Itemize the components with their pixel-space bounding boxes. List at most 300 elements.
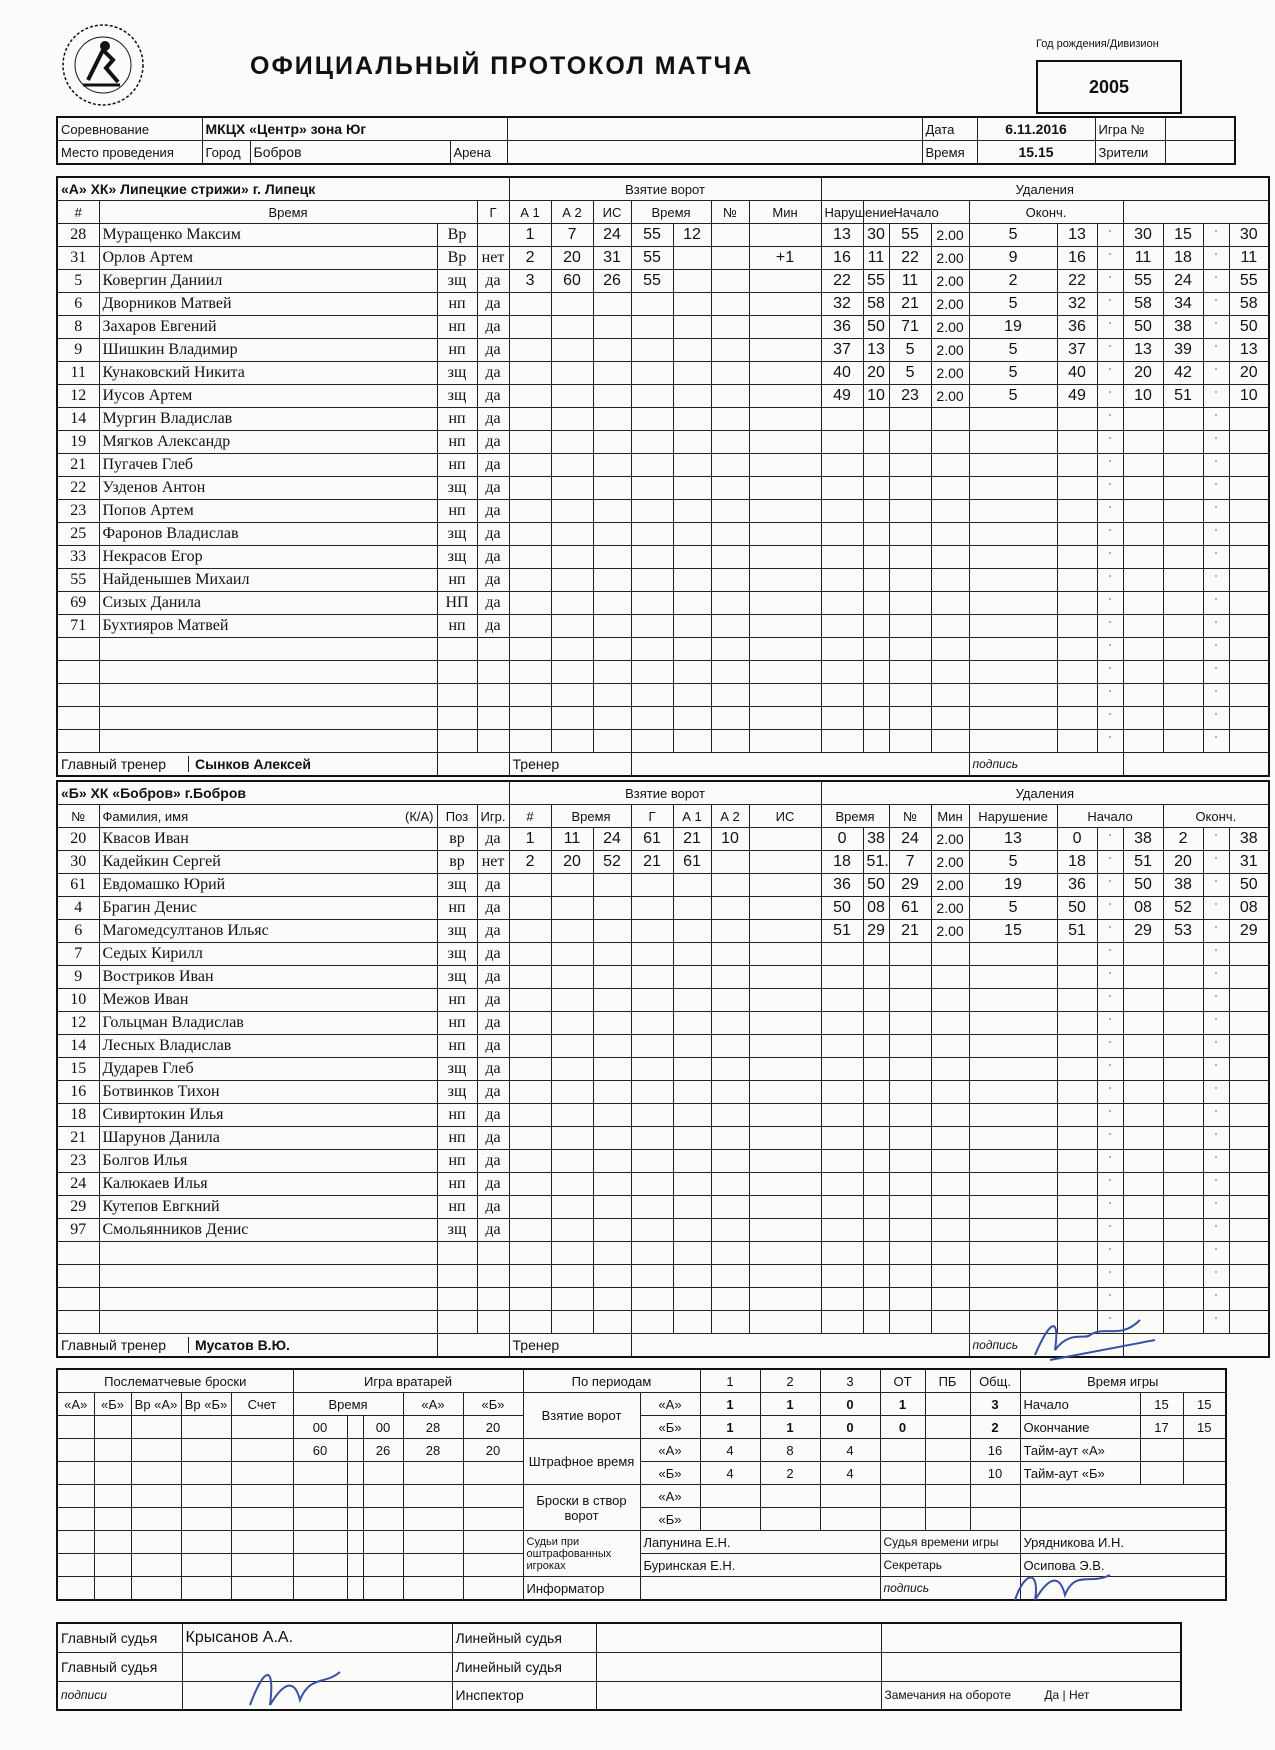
- player-number: 23: [57, 500, 99, 523]
- period-col: Общ.: [970, 1369, 1020, 1393]
- table-row: 23 Попов Артем нп да ˈ ˈ: [57, 500, 1269, 523]
- goal-m: [551, 546, 593, 569]
- penalty-em: 2: [1163, 828, 1203, 851]
- shootout-title: Послематчевые броски: [57, 1369, 293, 1393]
- goal-s: [593, 874, 631, 897]
- penalty-em: [1163, 523, 1203, 546]
- player-position: зщ: [437, 920, 477, 943]
- goal-s: [593, 730, 631, 753]
- player-position: зщ: [437, 385, 477, 408]
- table-row: 11 Кунаковский Никита зщ да 40 20 5 2.00 5 40 ˈ 20 42 ˈ 20: [57, 362, 1269, 385]
- player-played: да: [477, 408, 509, 431]
- penalty-ss: [1123, 684, 1163, 707]
- penalty-sm: [1057, 707, 1097, 730]
- penalty-num: 5: [889, 339, 931, 362]
- penalty-es: [1229, 1242, 1269, 1265]
- penalty-es: [1229, 523, 1269, 546]
- goal-is: [749, 684, 821, 707]
- col-pen-start: Начало: [863, 201, 969, 224]
- goal-s: [593, 897, 631, 920]
- goal-s: [593, 661, 631, 684]
- goal-n: [509, 1012, 551, 1035]
- goal-a1: [673, 408, 711, 431]
- penalty-num: [889, 546, 931, 569]
- penalty-m: 36: [821, 874, 863, 897]
- penalty-num: [889, 661, 931, 684]
- penalty-em: [1163, 477, 1203, 500]
- goal-a1: [673, 874, 711, 897]
- goal-g: [631, 707, 673, 730]
- goal-a1: [673, 477, 711, 500]
- goal-m: [551, 408, 593, 431]
- penalty-m: 0: [821, 828, 863, 851]
- goal-n: [509, 385, 551, 408]
- sign-label: подпись: [969, 753, 1123, 777]
- team-a-label: «А»: [640, 1393, 700, 1416]
- player-played: да: [477, 966, 509, 989]
- penalty-v: [969, 638, 1057, 661]
- player-name: Иусов Артем: [99, 385, 437, 408]
- goal-g: [631, 730, 673, 753]
- penalty-v: [969, 966, 1057, 989]
- goal-g: [631, 339, 673, 362]
- goal-m: [551, 1150, 593, 1173]
- goal-m: [551, 523, 593, 546]
- col-assist-1: А 1: [509, 201, 551, 224]
- penalty-ss: [1123, 661, 1163, 684]
- player-name: [99, 730, 437, 753]
- goal-n: [509, 523, 551, 546]
- goal-a1: [673, 1265, 711, 1288]
- team-b-title: «Б» ХК «Бобров» г.Бобров: [57, 781, 509, 805]
- player-name: Дударев Глеб: [99, 1058, 437, 1081]
- player-played: да: [477, 897, 509, 920]
- penalty-em: 51: [1163, 385, 1203, 408]
- penalty-ss: [1123, 707, 1163, 730]
- goal-a1: [673, 569, 711, 592]
- player-position: нп: [437, 293, 477, 316]
- goal-s: [593, 385, 631, 408]
- col-strength: ИС: [593, 201, 631, 224]
- penalty-es: 29: [1229, 920, 1269, 943]
- col-pen-min: Мин: [931, 805, 969, 828]
- goal-a1: [673, 339, 711, 362]
- penalty-num: [889, 989, 931, 1012]
- player-played: да: [477, 1173, 509, 1196]
- penalty-num: [889, 1127, 931, 1150]
- penalty-s: [863, 1081, 889, 1104]
- player-number: 97: [57, 1219, 99, 1242]
- goal-g: [631, 661, 673, 684]
- penalty-es: [1229, 1173, 1269, 1196]
- penalty-v: [969, 546, 1057, 569]
- player-played: да: [477, 943, 509, 966]
- penalty-em: [1163, 989, 1203, 1012]
- goal-m: [551, 500, 593, 523]
- penalty-min: 2.00: [931, 851, 969, 874]
- penalty-num: [889, 1058, 931, 1081]
- goal-m: [551, 730, 593, 753]
- goal-is: [749, 431, 821, 454]
- penalty-es: [1229, 615, 1269, 638]
- player-name: Орлов Артем: [99, 247, 437, 270]
- goal-is: [749, 316, 821, 339]
- penalty-em: [1163, 500, 1203, 523]
- penalty-s: 11: [863, 247, 889, 270]
- player-name: [99, 1311, 437, 1334]
- penalty-m: [821, 684, 863, 707]
- col-played: Игр.: [477, 805, 509, 828]
- penalty-es: [1229, 1288, 1269, 1311]
- penalty-s: [863, 1265, 889, 1288]
- goal-m: [551, 1311, 593, 1334]
- goal-g: [631, 615, 673, 638]
- goal-n: [509, 293, 551, 316]
- player-position: нп: [437, 500, 477, 523]
- penalty-es: [1229, 454, 1269, 477]
- penalty-v: [969, 1288, 1057, 1311]
- penalty-v: 15: [969, 920, 1057, 943]
- goals-a-total: 3: [970, 1393, 1020, 1416]
- player-name: Смольянников Денис: [99, 1219, 437, 1242]
- penalty-es: [1229, 1311, 1269, 1334]
- goal-a1: [673, 1311, 711, 1334]
- penalty-ss: 51: [1123, 851, 1163, 874]
- goalie-b: 20: [463, 1439, 523, 1462]
- goal-is: [749, 1288, 821, 1311]
- penalty-v: 5: [969, 224, 1057, 247]
- penalty-sm: [1057, 1288, 1097, 1311]
- competition-label: Соревнование: [57, 117, 202, 141]
- goal-m: [551, 1035, 593, 1058]
- goal-is: [749, 707, 821, 730]
- penalty-ss: [1123, 1288, 1163, 1311]
- penalty-sm: 22: [1057, 270, 1097, 293]
- player-position: нп: [437, 897, 477, 920]
- penalty-min: [931, 1196, 969, 1219]
- goal-s: [593, 477, 631, 500]
- penalty-sm: 40: [1057, 362, 1097, 385]
- goal-s: [593, 546, 631, 569]
- player-played: да: [477, 989, 509, 1012]
- player-position: Вр: [437, 247, 477, 270]
- penalty-em: [1163, 638, 1203, 661]
- penalty-ss: 58: [1123, 293, 1163, 316]
- table-row: 31 Орлов Артем Вр нет 2 20 31 55 +1 16 11 22 2.00 9 16 ˈ 11 18 ˈ 11: [57, 247, 1269, 270]
- penalty-s: [863, 684, 889, 707]
- goal-n: [509, 431, 551, 454]
- player-played: да: [477, 523, 509, 546]
- penalty-m: [821, 638, 863, 661]
- goal-m: 60: [551, 270, 593, 293]
- goalie-time-sec: 00: [363, 1416, 403, 1439]
- player-name: Квасов Иван: [99, 828, 437, 851]
- date-value: 6.11.2016: [977, 117, 1095, 141]
- goalie-b: 20: [463, 1416, 523, 1439]
- penalty-ss: 13: [1123, 339, 1163, 362]
- penalty-em: [1163, 592, 1203, 615]
- goal-g: 21: [631, 851, 673, 874]
- player-number: 22: [57, 477, 99, 500]
- player-position: зщ: [437, 1058, 477, 1081]
- penalty-num: [889, 707, 931, 730]
- player-number: 21: [57, 454, 99, 477]
- player-name: Кутепов Евгкний: [99, 1196, 437, 1219]
- penalty-sm: 0: [1057, 828, 1097, 851]
- penalty-s: [863, 431, 889, 454]
- penalty-s: [863, 730, 889, 753]
- penalty-judge-1: Лапунина Е.Н.: [640, 1531, 880, 1554]
- team-b-label: «Б»: [640, 1508, 700, 1531]
- goal-m: [551, 1058, 593, 1081]
- goal-a1: [673, 500, 711, 523]
- player-played: [477, 224, 509, 247]
- table-row: 28 Муращенко Максим Вр 1 7 24 55 12 13 30 55 2.00 5 13 ˈ 30 15 ˈ 30: [57, 224, 1269, 247]
- penalty-es: 38: [1229, 828, 1269, 851]
- penalty-sm: 13: [1057, 224, 1097, 247]
- goal-a1: [673, 385, 711, 408]
- player-played: да: [477, 1219, 509, 1242]
- goal-n: [509, 546, 551, 569]
- col-goal-num: #: [509, 805, 551, 828]
- player-position: зщ: [437, 523, 477, 546]
- spectators-label: Зрители: [1095, 141, 1165, 165]
- goal-m: [551, 943, 593, 966]
- table-row: 18 Сивиртокин Илья нп да ˈ ˈ: [57, 1104, 1269, 1127]
- goal-a2: [711, 730, 749, 753]
- penalty-em: [1163, 730, 1203, 753]
- penalty-ss: [1123, 730, 1163, 753]
- penalty-ss: [1123, 1012, 1163, 1035]
- penalty-m: [821, 546, 863, 569]
- goals-b: 1: [700, 1416, 760, 1439]
- team-b-label: «Б»: [640, 1416, 700, 1439]
- penalty-num: [889, 684, 931, 707]
- goal-m: [551, 362, 593, 385]
- goal-a1: [673, 920, 711, 943]
- penalty-v: [969, 707, 1057, 730]
- goal-n: 1: [509, 828, 551, 851]
- team-b-label: «Б»: [640, 1462, 700, 1485]
- penalty-m: 22: [821, 270, 863, 293]
- goal-is: [749, 224, 821, 247]
- penalty-m: [821, 1173, 863, 1196]
- penalty-s: [863, 1058, 889, 1081]
- penalty-em: 39: [1163, 339, 1203, 362]
- penalty-sm: [1057, 1196, 1097, 1219]
- player-number: 9: [57, 339, 99, 362]
- goals-row-label: Взятие ворот: [523, 1393, 640, 1439]
- penalty-sm: [1057, 1035, 1097, 1058]
- penalty-v: 13: [969, 828, 1057, 851]
- goal-a1: [673, 362, 711, 385]
- penalty-min: [931, 1311, 969, 1334]
- player-played: да: [477, 431, 509, 454]
- goalie-time-min: 60: [293, 1439, 347, 1462]
- player-played: да: [477, 477, 509, 500]
- goal-a2: [711, 661, 749, 684]
- penalty-em: 15: [1163, 224, 1203, 247]
- goal-s: 24: [593, 224, 631, 247]
- penalty-num: [889, 638, 931, 661]
- goal-s: [593, 1219, 631, 1242]
- penalty-em: [1163, 1311, 1203, 1334]
- table-row: 25 Фаронов Владислав зщ да ˈ ˈ: [57, 523, 1269, 546]
- penalty-num: [889, 1242, 931, 1265]
- penalty-ss: [1123, 592, 1163, 615]
- penalty-em: [1163, 1196, 1203, 1219]
- goal-is: [749, 454, 821, 477]
- col-pen-num: №: [711, 201, 749, 224]
- penalty-em: [1163, 1173, 1203, 1196]
- player-number: 4: [57, 897, 99, 920]
- player-position: Вр: [437, 224, 477, 247]
- goal-n: 2: [509, 851, 551, 874]
- penalty-num: [889, 1219, 931, 1242]
- goal-n: [509, 1104, 551, 1127]
- goal-g: [631, 431, 673, 454]
- penalty-min: [931, 477, 969, 500]
- player-name: Брагин Денис: [99, 897, 437, 920]
- col-violation: Нарушение: [821, 201, 863, 224]
- penalty-sm: 16: [1057, 247, 1097, 270]
- goal-g: [631, 1219, 673, 1242]
- goal-a1: [673, 293, 711, 316]
- goal-a1: [673, 316, 711, 339]
- player-name: Шишкин Владимир: [99, 339, 437, 362]
- table-row: 6 Магомедсултанов Ильяс зщ да 51 29 21 2.00 15 51 ˈ 29 53 ˈ 29: [57, 920, 1269, 943]
- penalty-sm: [1057, 477, 1097, 500]
- goal-s: [593, 684, 631, 707]
- goal-s: [593, 339, 631, 362]
- pim-b: 2: [760, 1462, 820, 1485]
- penalty-sm: 18: [1057, 851, 1097, 874]
- goal-m: 11: [551, 828, 593, 851]
- col-num: №: [57, 805, 99, 828]
- table-row: 5 Ковергин Даниил зщ да 3 60 26 55 22 55 11 2.00 2 22 ˈ 55 24 ˈ 55: [57, 270, 1269, 293]
- player-played: да: [477, 500, 509, 523]
- player-position: [437, 707, 477, 730]
- penalty-em: 52: [1163, 897, 1203, 920]
- goal-n: [509, 897, 551, 920]
- goal-a2: [711, 1265, 749, 1288]
- goal-n: [509, 1081, 551, 1104]
- penalty-sm: [1057, 661, 1097, 684]
- goal-a2: [711, 1173, 749, 1196]
- col-goal-scorer: Г: [631, 805, 673, 828]
- penalty-num: [889, 966, 931, 989]
- penalty-sm: [1057, 730, 1097, 753]
- penalty-num: 55: [889, 224, 931, 247]
- penalty-s: 58: [863, 293, 889, 316]
- goal-g: [631, 569, 673, 592]
- penalty-sm: 51: [1057, 920, 1097, 943]
- penalty-sm: [1057, 966, 1097, 989]
- goal-is: [749, 339, 821, 362]
- goal-s: [593, 966, 631, 989]
- pim-a: [925, 1439, 970, 1462]
- player-played: да: [477, 362, 509, 385]
- penalty-es: 10: [1229, 385, 1269, 408]
- goal-n: [509, 592, 551, 615]
- goal-a2: [711, 851, 749, 874]
- player-name: [99, 1242, 437, 1265]
- goal-g: [631, 989, 673, 1012]
- goalie-time-sec: 26: [363, 1439, 403, 1462]
- player-position: зщ: [437, 477, 477, 500]
- goal-n: [509, 943, 551, 966]
- penalty-s: [863, 966, 889, 989]
- sign-label: подпись: [969, 1334, 1123, 1358]
- penalty-num: 11: [889, 270, 931, 293]
- goal-m: [551, 920, 593, 943]
- goal-m: [551, 1242, 593, 1265]
- penalty-es: [1229, 1127, 1269, 1150]
- penalty-v: 5: [969, 293, 1057, 316]
- penalty-em: 18: [1163, 247, 1203, 270]
- col-pen-num: №: [889, 805, 931, 828]
- penalty-ss: [1123, 569, 1163, 592]
- player-played: нет: [477, 851, 509, 874]
- player-name: [99, 1288, 437, 1311]
- penalty-num: [889, 1311, 931, 1334]
- goal-is: [749, 362, 821, 385]
- player-number: 30: [57, 851, 99, 874]
- goal-a2: [711, 385, 749, 408]
- penalty-v: [969, 1104, 1057, 1127]
- penalty-m: [821, 661, 863, 684]
- penalty-m: 50: [821, 897, 863, 920]
- head-ref-value: Крысанов А.А.: [182, 1623, 452, 1652]
- penalty-sm: 36: [1057, 316, 1097, 339]
- penalty-s: [863, 615, 889, 638]
- penalty-ss: 38: [1123, 828, 1163, 851]
- penalty-em: [1163, 1288, 1203, 1311]
- player-played: да: [477, 1081, 509, 1104]
- player-name: Кадейкин Сергей: [99, 851, 437, 874]
- penalty-v: 5: [969, 385, 1057, 408]
- goal-g: 55: [631, 247, 673, 270]
- penalty-m: [821, 592, 863, 615]
- penalty-min: [931, 569, 969, 592]
- penalty-min: [931, 1012, 969, 1035]
- penalty-ss: [1123, 431, 1163, 454]
- penalty-sm: [1057, 684, 1097, 707]
- penalty-s: 55: [863, 270, 889, 293]
- table-row: 19 Мягков Александр нп да ˈ ˈ: [57, 431, 1269, 454]
- player-number: 12: [57, 385, 99, 408]
- player-position: вр: [437, 851, 477, 874]
- goal-n: [509, 684, 551, 707]
- timeout-b-label: Тайм-аут «Б»: [1020, 1462, 1140, 1485]
- linesman-label: Линейный судья: [452, 1623, 596, 1652]
- goal-is: [749, 1311, 821, 1334]
- table-row: 22 Узденов Антон зщ да ˈ ˈ: [57, 477, 1269, 500]
- goal-is: [749, 897, 821, 920]
- shots-row-label: Броски в створ ворот: [523, 1485, 640, 1531]
- end-label: Окончание: [1020, 1416, 1140, 1439]
- goal-a1: [673, 1150, 711, 1173]
- penalty-v: 19: [969, 874, 1057, 897]
- pim-b: [925, 1462, 970, 1485]
- goal-g: [631, 1311, 673, 1334]
- player-number: 18: [57, 1104, 99, 1127]
- penalty-v: [969, 500, 1057, 523]
- goal-m: [551, 1288, 593, 1311]
- penalty-es: [1229, 661, 1269, 684]
- secretary-label: Секретарь: [880, 1554, 1020, 1577]
- penalty-sm: [1057, 592, 1097, 615]
